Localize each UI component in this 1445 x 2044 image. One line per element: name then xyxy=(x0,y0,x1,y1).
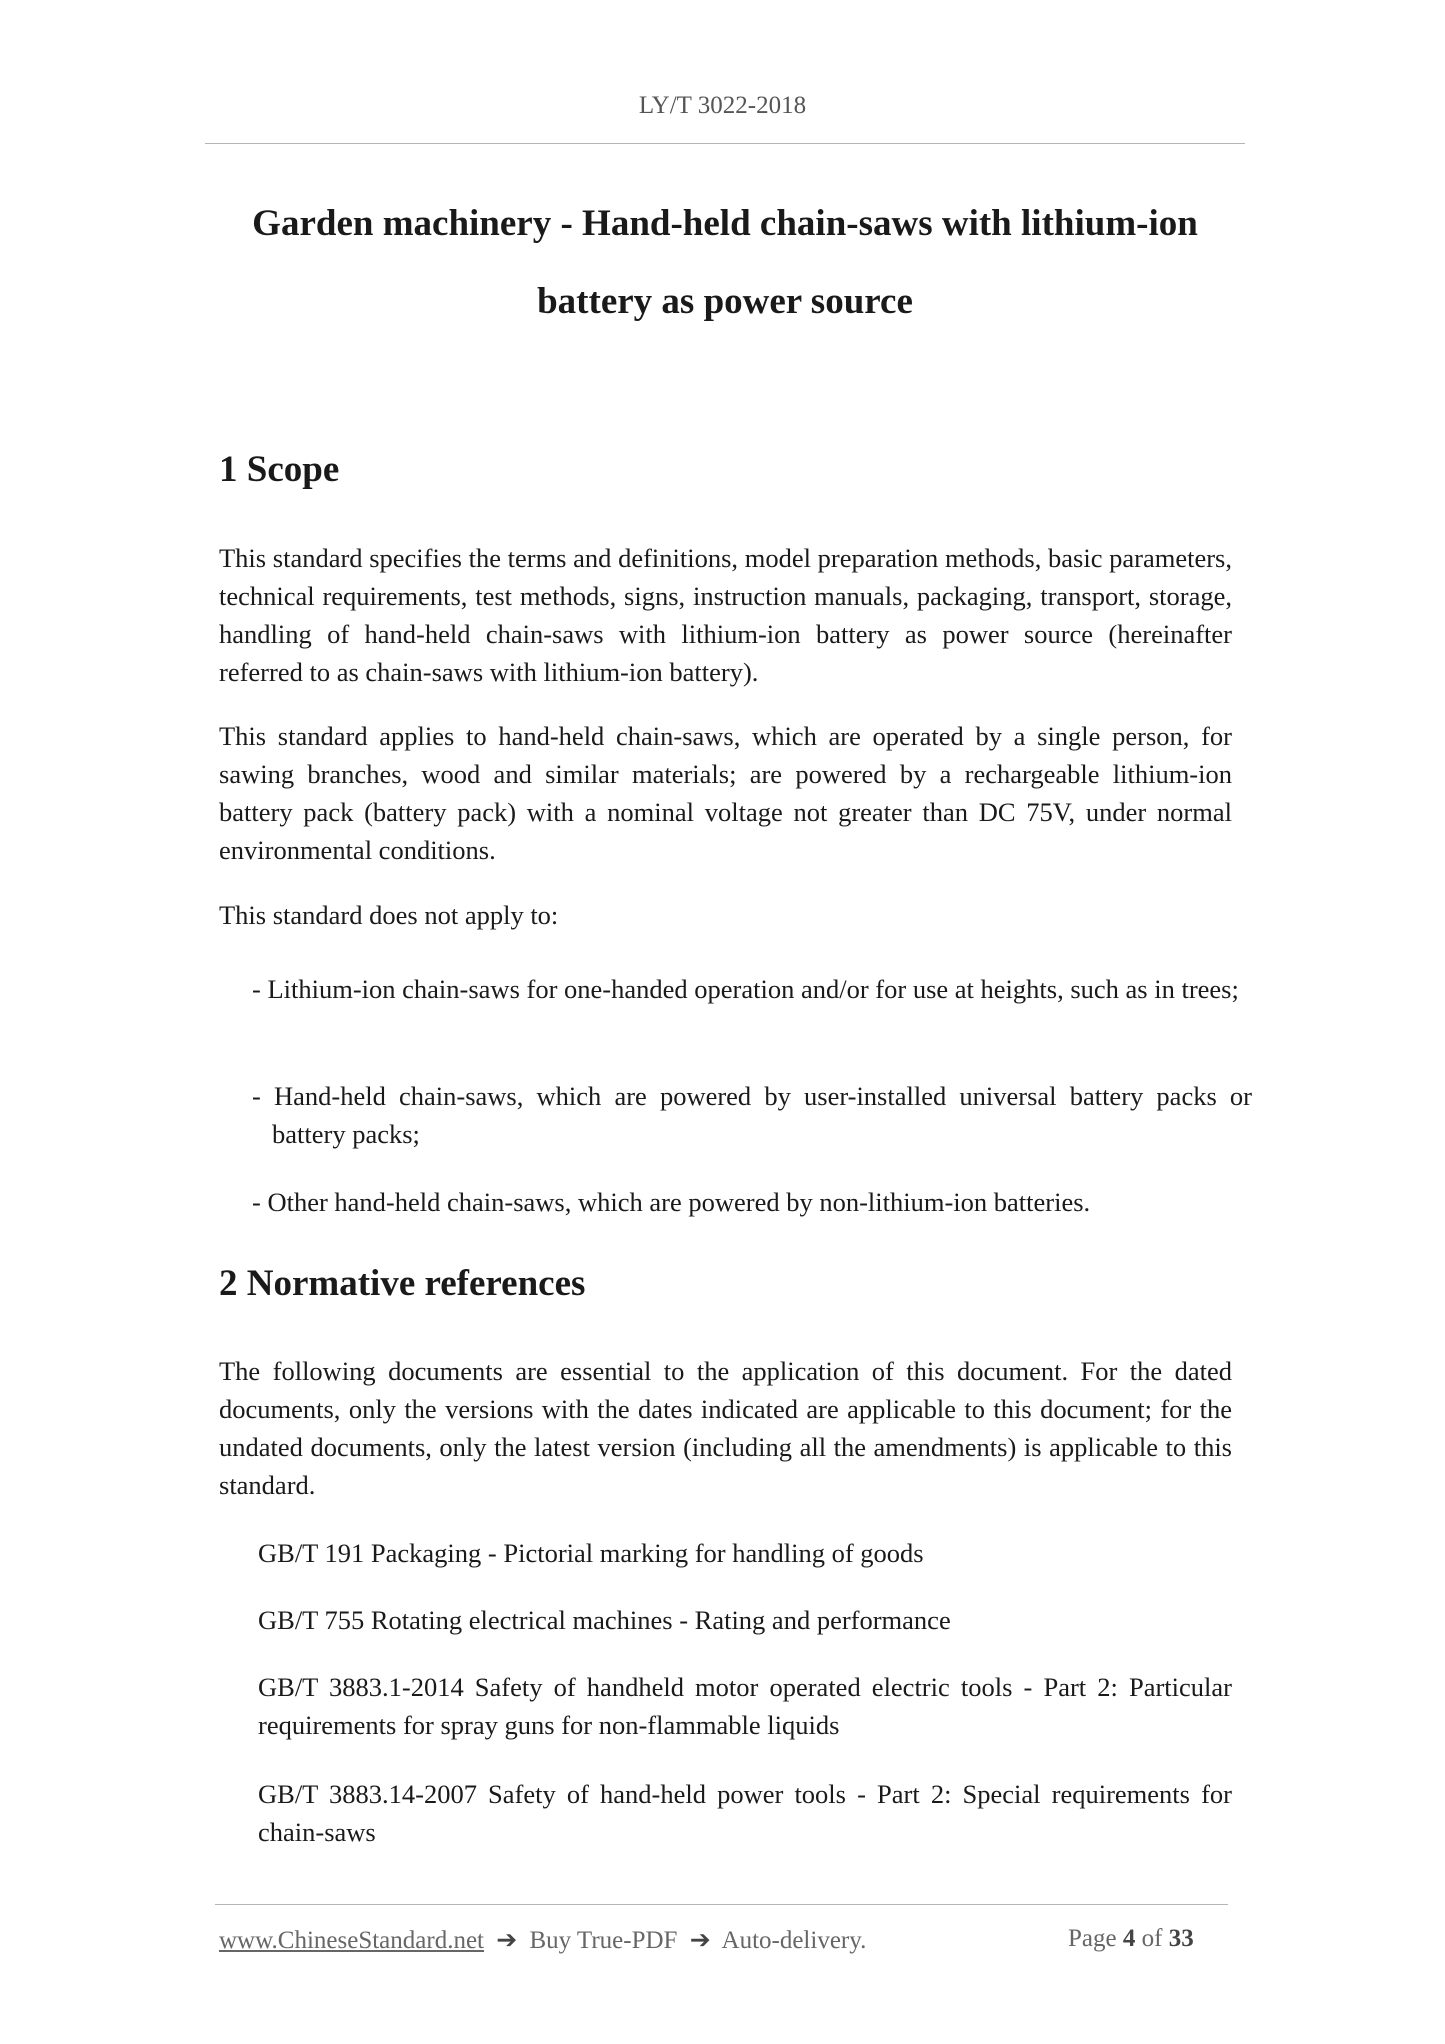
auto-delivery-text: Auto-delivery. xyxy=(721,1927,867,1954)
scope-paragraph-2: This standard applies to hand-held chain-saws, which are operated by a single person, for sawing branches, wood and similar materials; are powered by a rechargeable lithium-ion battery pack (battery pack) with a nominal voltage not greater than DC 75V, under normal environmental conditions. xyxy=(219,721,1232,865)
page-number xyxy=(1068,1925,1194,1953)
buy-true-pdf-text: Buy True-PDF xyxy=(529,1927,678,1954)
exclusion-item: - Lithium-ion chain-saws for one-handed operation and/or for use at heights, such as in trees; xyxy=(252,974,1239,1004)
reference-item: GB/T 3883.1-2014 Safety of handheld motor operated electric tools - Part 2: Particular requirements for spray guns for non-flammable liquids xyxy=(258,1672,1232,1740)
section-heading-normative-references: 2 Normative references xyxy=(219,1263,586,1304)
reference-item: GB/T 191 Packaging - Pictorial marking for handling of goods xyxy=(258,1538,924,1568)
section-heading-scope: 1 Scope xyxy=(219,449,340,490)
references-intro-paragraph: The following documents are essential to the application of this document. For the dated documents, only the versions with the dates indicated are applicable to this document; for the undated documents, only the latest version (including all the amendments) is applicable to this standard. xyxy=(219,1356,1232,1500)
footer-divider xyxy=(215,1904,1228,1905)
website-link[interactable]: www.ChineseStandard.net xyxy=(219,1927,484,1954)
reference-item: GB/T 755 Rotating electrical machines - Rating and performance xyxy=(258,1605,951,1635)
scope-paragraph-3: This standard does not apply to: xyxy=(219,900,559,930)
footer-promo xyxy=(219,1925,866,1955)
right-arrow-icon: ➔ xyxy=(496,1927,518,1954)
title-line-1: Garden machinery - Hand-held chain-saws with lithium-ion xyxy=(252,203,1198,244)
title-line-2: battery as power source xyxy=(537,281,913,322)
document-title xyxy=(205,185,1245,341)
page-of-label: of xyxy=(1141,1925,1163,1952)
exclusion-item: - Hand-held chain-saws, which are powered by user-installed universal battery packs or battery packs; xyxy=(252,1081,1252,1149)
page-current: 4 xyxy=(1122,1925,1136,1952)
right-arrow-icon: ➔ xyxy=(689,1927,711,1954)
page-total: 33 xyxy=(1168,1925,1194,1952)
reference-item: GB/T 3883.14-2007 Safety of hand-held power tools - Part 2: Special requirements for chain-saws xyxy=(258,1779,1232,1847)
document-id: LY/T 3022-2018 xyxy=(638,92,807,119)
exclusion-item: - Other hand-held chain-saws, which are powered by non-lithium-ion batteries. xyxy=(252,1187,1091,1217)
scope-paragraph-1: This standard specifies the terms and definitions, model preparation methods, basic parameters, technical requirements, test methods, signs, instruction manuals, packaging, transport, storage, handling of hand-held chain-saws with lithium-ion battery as power source (hereinafter referred to as chain-saws with lithium-ion battery). xyxy=(219,543,1232,687)
header-divider xyxy=(205,143,1245,144)
page-label: Page xyxy=(1068,1925,1117,1952)
